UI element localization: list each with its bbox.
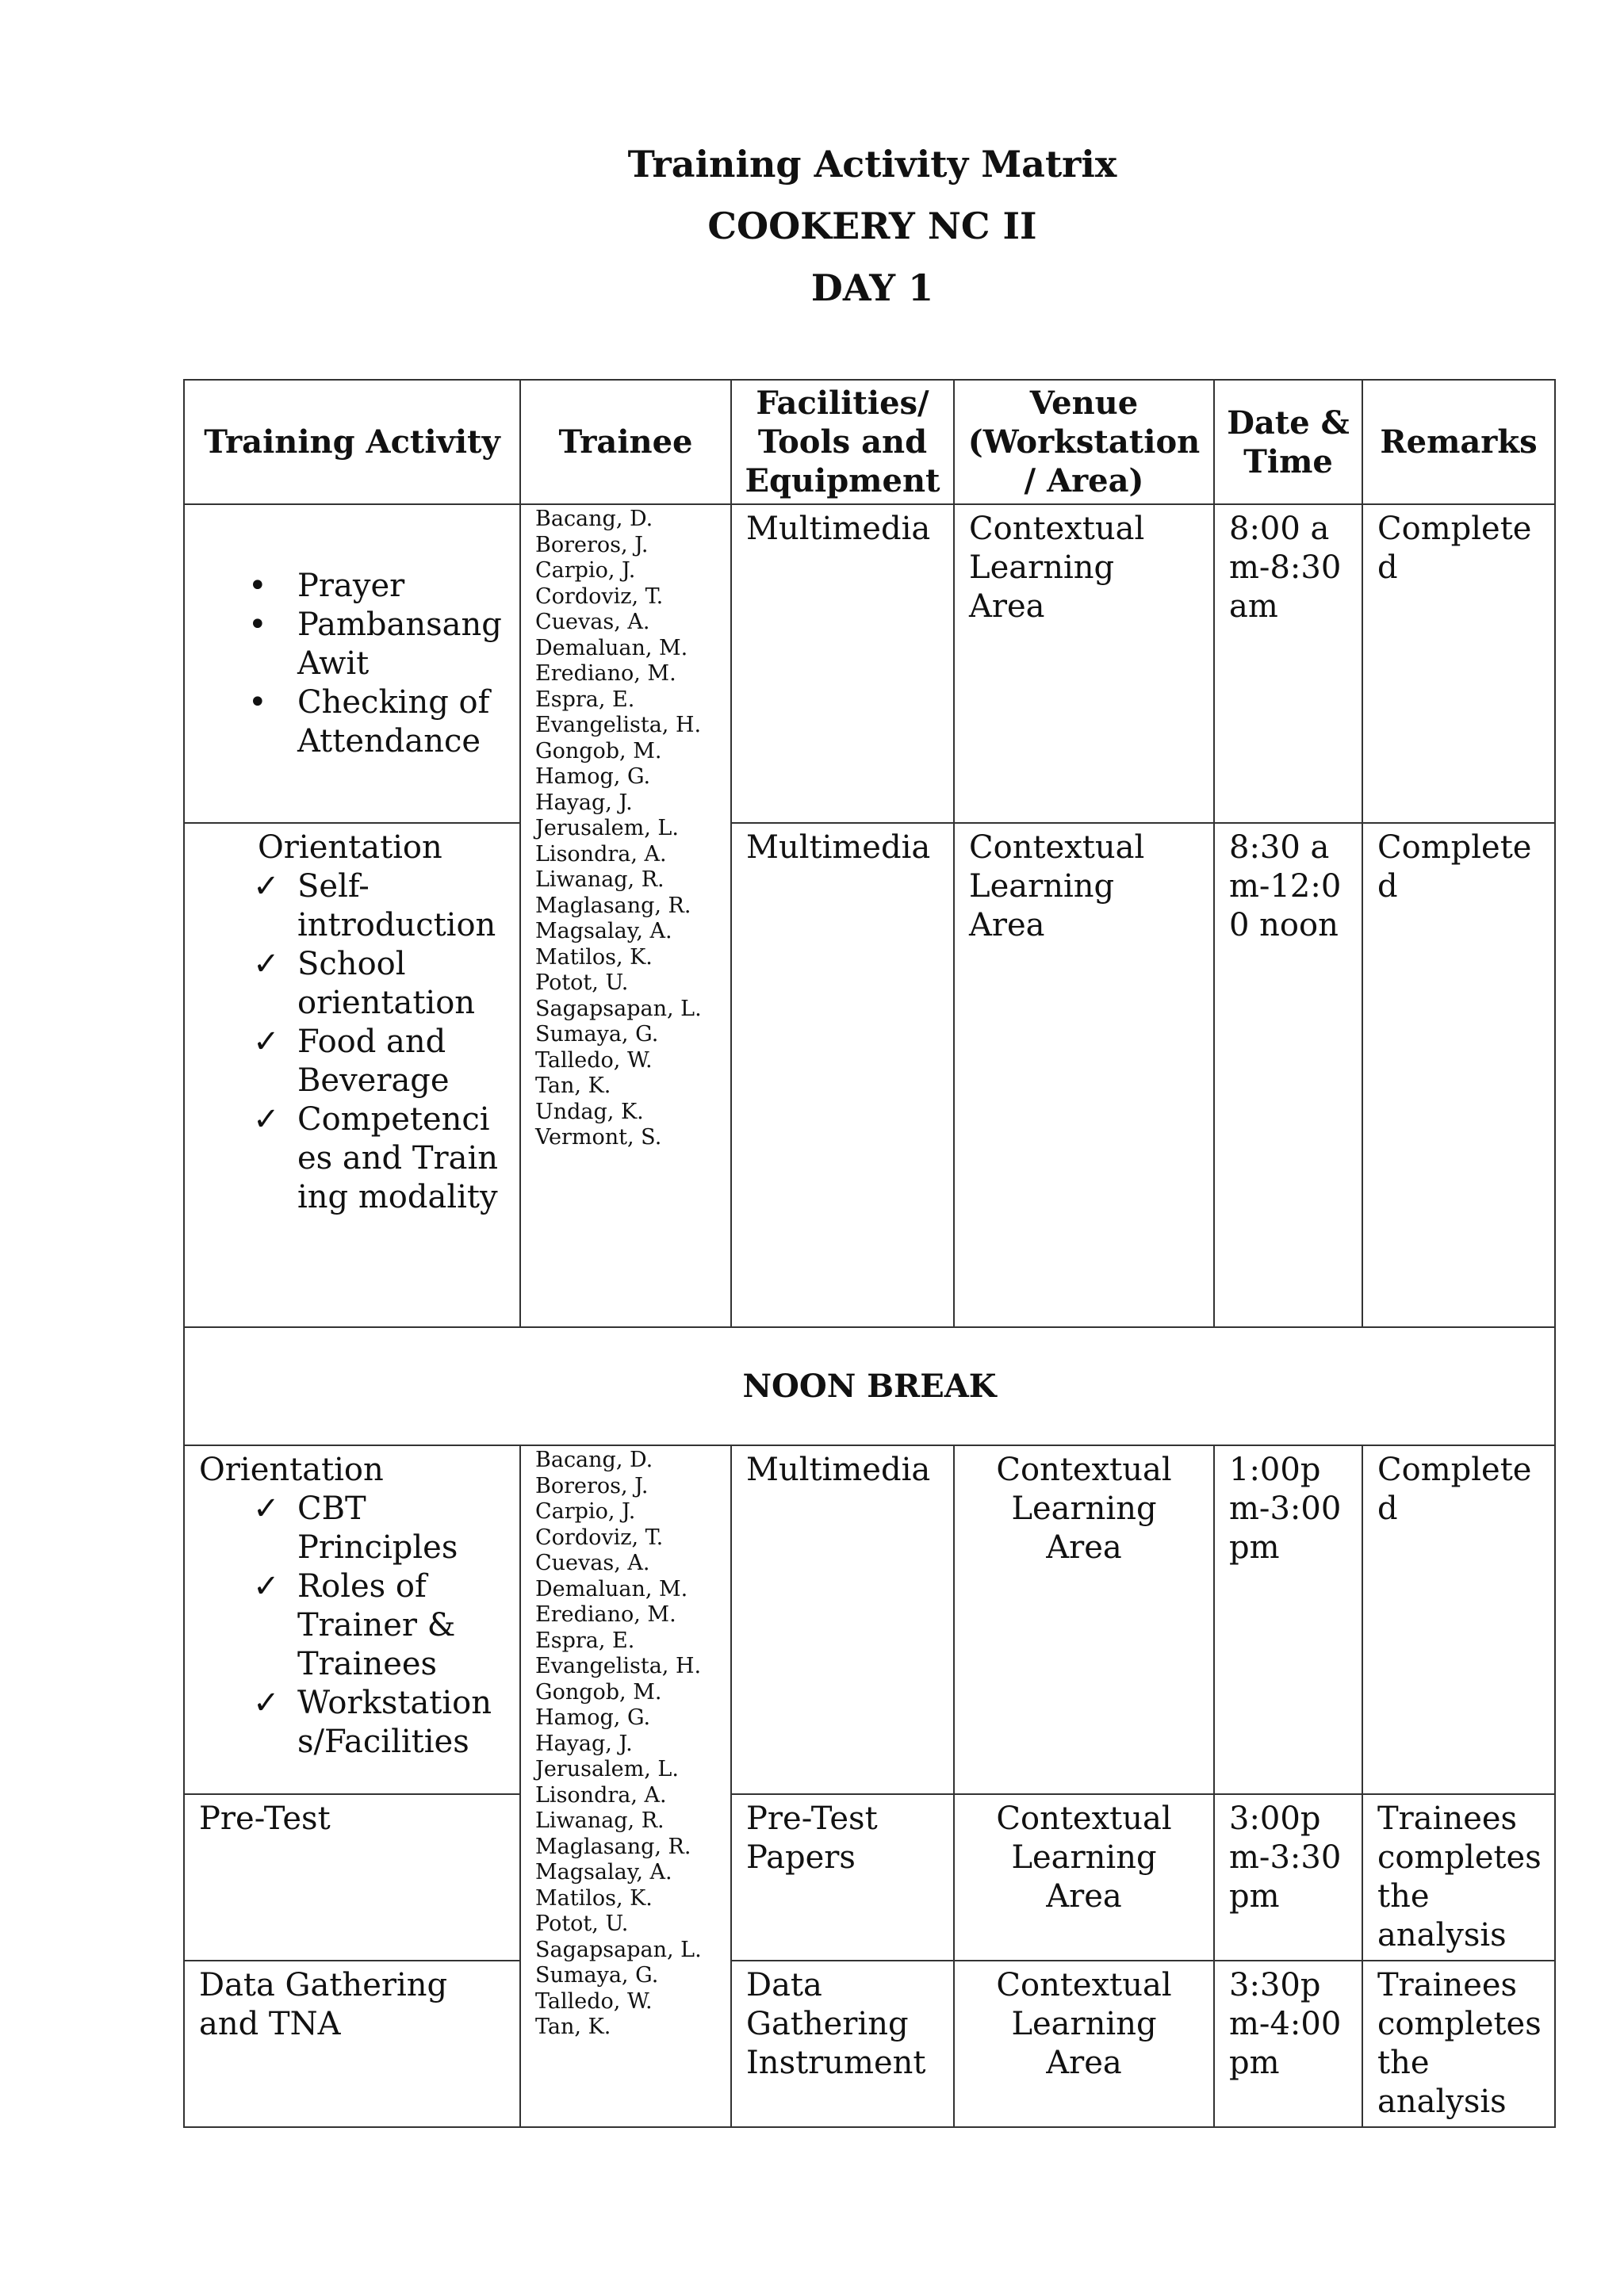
document-title: Training Activity Matrix bbox=[627, 143, 1117, 186]
col-header-date-time: Date & Time bbox=[1214, 380, 1362, 504]
list-item: ✓ School orientation bbox=[253, 946, 476, 1021]
trainee-name: Sumaya, G. bbox=[535, 1963, 659, 1988]
table-row bbox=[184, 1794, 1555, 1961]
facilities-cell: Multimedia bbox=[731, 504, 954, 823]
checkmark-icon: ✓ bbox=[253, 1568, 280, 1605]
trainee-name: Erediano, M. bbox=[535, 1602, 676, 1627]
trainee-name: Espra, E. bbox=[535, 687, 635, 712]
trainee-name: Gongob, M. bbox=[535, 738, 662, 763]
trainee-name: Lisondra, A. bbox=[535, 1782, 667, 1808]
date-time-cell: 8:30 am-12:00 noon bbox=[1214, 823, 1362, 1327]
trainee-name: Gongob, M. bbox=[535, 1679, 662, 1705]
list-item: • Pambansang Awit bbox=[199, 606, 505, 683]
trainee-name: Matilos, K. bbox=[535, 1885, 653, 1911]
venue-cell: Contextual Learning Area bbox=[954, 1445, 1214, 1794]
list-item: ✓ Self-introduction bbox=[253, 868, 496, 943]
trainee-name: Vermont, S. bbox=[535, 1125, 662, 1150]
trainee-name: Cuevas, A. bbox=[535, 610, 650, 634]
trainee-name: Maglasang, R. bbox=[535, 893, 691, 918]
trainee-name: Hayag, J. bbox=[535, 1731, 633, 1756]
col-header-training-activity: Training Activity bbox=[184, 380, 520, 504]
activity-bullet-list bbox=[199, 567, 505, 761]
trainee-name: Magsalay, A. bbox=[535, 1860, 672, 1885]
facilities-cell: Pre-Test Papers bbox=[731, 1794, 954, 1961]
table-row bbox=[184, 1961, 1555, 2127]
trainee-name: Talledo, W. bbox=[535, 1047, 653, 1073]
remarks-cell: Trainees completes the analysis bbox=[1362, 1794, 1555, 1961]
venue-cell: Contextual Learning Area bbox=[954, 504, 1214, 823]
activity-heading: Orientation bbox=[258, 829, 442, 866]
trainee-name: Matilos, K. bbox=[535, 944, 653, 970]
date-time-cell: 8:00 am-8:30 am bbox=[1214, 504, 1362, 823]
trainee-name: Bacang, D. bbox=[535, 507, 653, 531]
activity-cell bbox=[184, 504, 520, 823]
document-header bbox=[0, 133, 1624, 319]
activity-check-list bbox=[199, 867, 505, 1217]
trainee-name: Espra, E. bbox=[535, 1628, 635, 1653]
list-item: • Checking of Attendance bbox=[199, 683, 505, 761]
noon-break-row bbox=[184, 1327, 1555, 1445]
noon-break-label: NOON BREAK bbox=[184, 1327, 1555, 1445]
trainee-name: Bacang, D. bbox=[535, 1448, 653, 1472]
trainee-name: Lisondra, A. bbox=[535, 841, 667, 867]
trainee-name: Liwanag, R. bbox=[535, 1808, 665, 1833]
col-header-remarks: Remarks bbox=[1362, 380, 1555, 504]
table-row bbox=[184, 1445, 1555, 1794]
col-header-trainee: Trainee bbox=[520, 380, 731, 504]
list-item: • Prayer bbox=[199, 567, 505, 606]
remarks-cell: Completed bbox=[1362, 504, 1555, 823]
trainee-name: Jerusalem, L. bbox=[535, 816, 679, 840]
venue-cell: Contextual Learning Area bbox=[954, 1794, 1214, 1961]
trainee-name: Sumaya, G. bbox=[535, 1022, 659, 1047]
activity-heading: Orientation bbox=[199, 1452, 384, 1488]
remarks-cell: Completed bbox=[1362, 823, 1555, 1327]
list-item: ✓ CBT Principles bbox=[253, 1490, 458, 1566]
activity-cell bbox=[184, 1445, 520, 1794]
trainee-name: Hayag, J. bbox=[535, 790, 633, 815]
trainee-name: Hamog, G. bbox=[535, 1705, 651, 1730]
checkmark-icon: ✓ bbox=[253, 946, 280, 982]
header-row bbox=[184, 380, 1555, 504]
trainee-name: Cuevas, A. bbox=[535, 1551, 650, 1575]
trainee-name: Magsalay, A. bbox=[535, 919, 672, 943]
venue-cell: Contextual Learning Area bbox=[954, 1961, 1214, 2127]
facilities-cell: Multimedia bbox=[731, 823, 954, 1327]
checkmark-icon: ✓ bbox=[253, 1490, 280, 1527]
trainee-name: Erediano, M. bbox=[535, 661, 676, 686]
facilities-cell: Multimedia bbox=[731, 1445, 954, 1794]
trainee-name: Sagapsapan, L. bbox=[535, 996, 702, 1021]
trainee-list-afternoon bbox=[520, 1445, 731, 2127]
trainee-name: Evangelista, H. bbox=[535, 713, 702, 737]
trainee-name: Boreros, J. bbox=[535, 1473, 649, 1498]
day-label: DAY 1 bbox=[810, 266, 934, 309]
trainee-name: Carpio, J. bbox=[535, 558, 636, 583]
trainee-name: Cordoviz, T. bbox=[535, 1525, 664, 1550]
date-time-cell: 3:00pm-3:30pm bbox=[1214, 1794, 1362, 1961]
trainee-name: Jerusalem, L. bbox=[535, 1757, 679, 1781]
activity-cell bbox=[184, 823, 520, 1327]
activity-cell: Data Gathering and TNA bbox=[184, 1961, 520, 2127]
trainee-name: Undag, K. bbox=[535, 1099, 644, 1124]
trainee-name: Tan, K. bbox=[535, 1073, 611, 1098]
date-time-cell: 3:30pm-4:00pm bbox=[1214, 1961, 1362, 2127]
checkmark-icon: ✓ bbox=[253, 868, 280, 905]
table-row bbox=[184, 504, 1555, 823]
col-header-facilities: Facilities/ Tools and Equipment bbox=[731, 380, 954, 504]
trainee-name: Boreros, J. bbox=[535, 532, 649, 557]
list-item: ✓ Competencies and Training modality bbox=[253, 1101, 499, 1215]
activity-check-list bbox=[199, 1490, 505, 1762]
trainee-name: Potot, U. bbox=[535, 1911, 629, 1936]
trainee-name: Sagapsapan, L. bbox=[535, 1937, 702, 1962]
trainee-name: Hamog, G. bbox=[535, 764, 651, 789]
trainee-name: Liwanag, R. bbox=[535, 867, 665, 892]
venue-cell: Contextual Learning Area bbox=[954, 823, 1214, 1327]
trainee-name: Potot, U. bbox=[535, 970, 629, 995]
course-title: COOKERY NC II bbox=[707, 205, 1037, 247]
remarks-cell: Trainees completes the analysis bbox=[1362, 1961, 1555, 2127]
trainee-name: Maglasang, R. bbox=[535, 1834, 691, 1859]
date-time-cell: 1:00pm-3:00pm bbox=[1214, 1445, 1362, 1794]
checkmark-icon: ✓ bbox=[253, 1024, 280, 1060]
trainee-name: Cordoviz, T. bbox=[535, 584, 664, 609]
activity-cell: Pre-Test bbox=[184, 1794, 520, 1961]
trainee-name: Demaluan, M. bbox=[535, 635, 688, 660]
trainee-name: Demaluan, M. bbox=[535, 1576, 688, 1601]
training-matrix-table bbox=[183, 379, 1556, 2128]
checkmark-icon: ✓ bbox=[253, 1101, 280, 1138]
trainee-name: Carpio, J. bbox=[535, 1499, 636, 1524]
checkmark-icon: ✓ bbox=[253, 1685, 280, 1721]
col-header-venue: Venue (Workstation / Area) bbox=[954, 380, 1214, 504]
list-item: ✓ Food and Beverage bbox=[253, 1024, 450, 1099]
list-item: ✓ Workstations/Facilities bbox=[253, 1685, 492, 1760]
trainee-name: Tan, K. bbox=[535, 2015, 611, 2039]
table-row bbox=[184, 823, 1555, 1327]
facilities-cell: Data Gathering Instrument bbox=[731, 1961, 954, 2127]
trainee-name: Evangelista, H. bbox=[535, 1654, 702, 1678]
trainee-name: Talledo, W. bbox=[535, 1988, 653, 2014]
trainee-list-morning bbox=[520, 504, 731, 1327]
remarks-cell: Completed bbox=[1362, 1445, 1555, 1794]
list-item: ✓ Roles of Trainer & Trainees bbox=[253, 1568, 456, 1682]
